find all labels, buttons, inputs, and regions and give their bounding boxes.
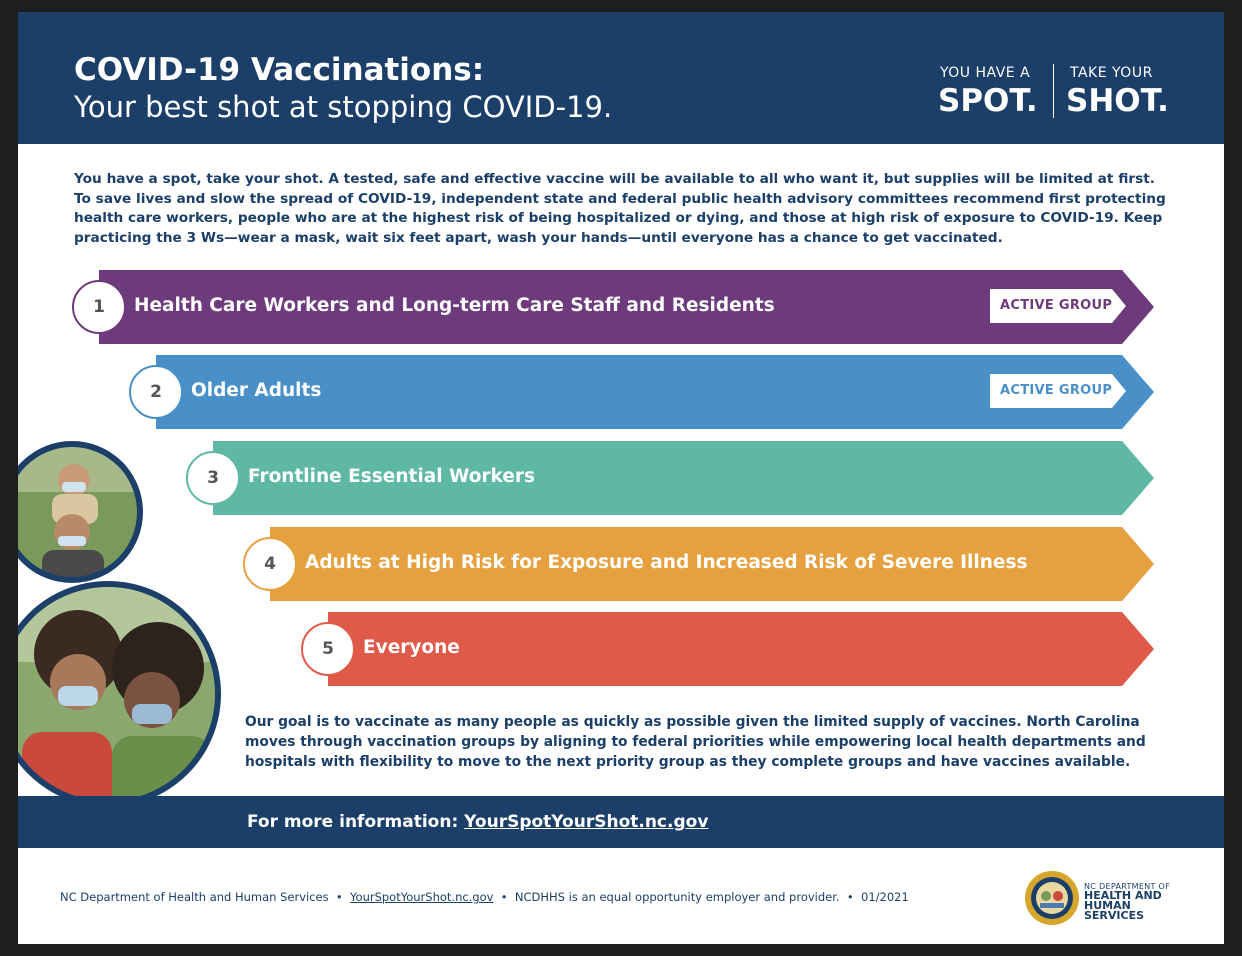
photo-collage	[18, 432, 232, 822]
group-number-badge: 2	[129, 365, 183, 419]
nc-seal-icon	[1024, 870, 1080, 926]
logo-divider	[1053, 64, 1054, 118]
footer	[18, 848, 1224, 944]
outro-paragraph: Our goal is to vaccinate as many people as quickly as possible given the limited supply of vaccines. North Carolina moves through vaccination groups by aligning to federal priorities while empowering local health departments and hospitals with flexibility to move to the next priority group as they complete groups and have vaccines available.	[245, 714, 1146, 770]
active-group-label: ACTIVE GROUP	[1000, 383, 1113, 398]
group-label: Frontline Essential Workers	[248, 466, 536, 487]
group-number-badge: 4	[243, 537, 297, 591]
group-bar-5	[301, 612, 1154, 686]
footer-website-link[interactable]: YourSpotYourShot.nc.gov	[350, 890, 494, 904]
group-bar-2	[129, 355, 1154, 429]
page-title: COVID-19 Vaccinations:	[74, 52, 485, 88]
footer-separator: •	[500, 890, 508, 904]
group-label: Everyone	[363, 637, 460, 658]
flyer-page	[18, 12, 1224, 944]
active-group-badge	[990, 374, 1126, 408]
logo-shot: SHOT.	[1066, 83, 1169, 119]
group-bar-1	[72, 270, 1154, 344]
department-name-top: NC DEPARTMENT OF	[1084, 882, 1171, 891]
header-band	[18, 12, 1224, 144]
logo-take-your: TAKE YOUR	[1070, 65, 1153, 81]
group-label: Health Care Workers and Long-term Care Staff and Residents	[134, 295, 775, 316]
footer-separator: •	[846, 890, 854, 904]
department-name-bottom: HEALTH AND HUMAN SERVICES	[1084, 889, 1162, 922]
more-info-label: For more information:	[247, 812, 465, 832]
department-name	[1084, 882, 1194, 921]
intro-paragraph: You have a spot, take your shot. A tested, safe and effective vaccine will be available to all who want it, but supplies will be limited at first. To save lives and slow the spread of COVID-19, independent state and federal public health advisory committees recommend first protecting health care workers, people who are at the highest risk of being hospitalized or dying, and those at high risk of exposure to COVID-19. Keep practicing the 3 Ws—wear a mask, wait six feet apart, wash your hands—until everyone has a chance to get vaccinated.	[74, 171, 1166, 246]
footer-date: 01/2021	[861, 890, 909, 904]
group-bar-4	[243, 527, 1154, 601]
footer-text	[60, 890, 909, 904]
group-number-badge: 1	[72, 280, 126, 334]
group-label: Adults at High Risk for Exposure and Increased Risk of Severe Illness	[305, 552, 1028, 573]
active-group-label: ACTIVE GROUP	[1000, 298, 1113, 313]
more-info	[247, 812, 708, 832]
group-bar-3	[186, 441, 1154, 515]
footer-separator: •	[335, 890, 343, 904]
footer-equal-opportunity: NCDHHS is an equal opportunity employer and provider.	[514, 890, 840, 904]
logo-spot: SPOT.	[938, 83, 1038, 119]
website-link[interactable]: YourSpotYourShot.nc.gov	[464, 812, 709, 832]
logo-you-have-a: YOU HAVE A	[940, 65, 1031, 81]
group-number-badge: 3	[186, 451, 240, 505]
group-label: Older Adults	[191, 380, 322, 401]
footer-org: NC Department of Health and Human Services	[60, 890, 329, 904]
group-number-badge: 5	[301, 622, 355, 676]
info-band	[18, 796, 1224, 848]
active-group-badge	[990, 289, 1126, 323]
campaign-logo	[936, 62, 1186, 120]
page-subtitle: Your best shot at stopping COVID-19.	[74, 90, 613, 124]
